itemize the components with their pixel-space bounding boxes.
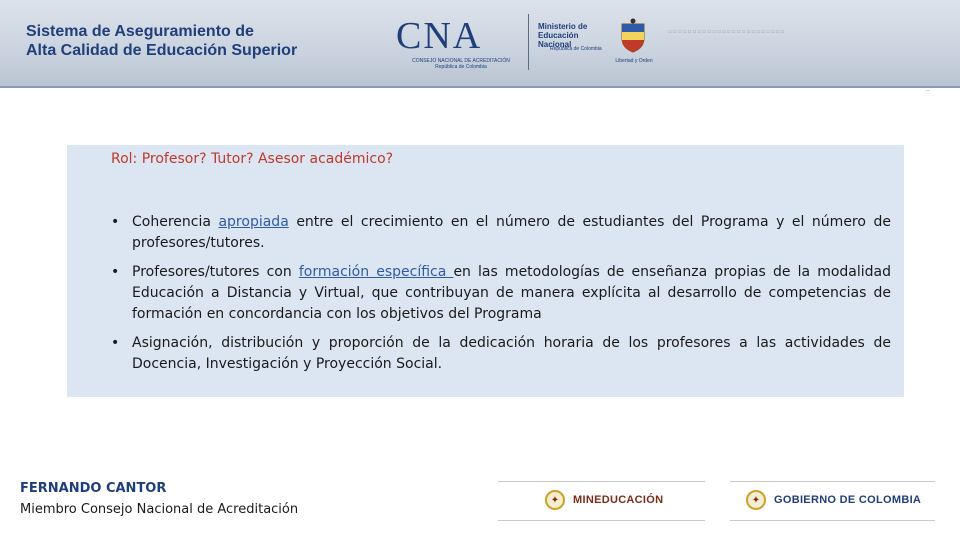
- ministry-name: [538, 22, 614, 49]
- footer-rule-bottom-left: [498, 520, 705, 521]
- system-title-line1: Sistema de Aseguramiento de: [26, 23, 254, 40]
- colombia-crest-icon: [618, 18, 648, 54]
- ministry-country: República de Colombia: [550, 46, 602, 52]
- mineducacion-text: MINEDUCACIÓN: [573, 494, 664, 506]
- bullet-text-post: en las metodologías de enseñanza propias de la modalidad Educación a Distancia y Virtual, que contribuyan de manera explícita al desarrollo de competencias de formación en concordancia con los objetivos del Programa: [132, 264, 891, 322]
- header-decoration: ▫▫▫▫▫▫▫▫▫▫▫▫▫▫▫▫▫▫▫▫▫▫▫▫: [668, 26, 786, 38]
- gobierno-logo: [746, 490, 921, 510]
- bullet-text-post: entre el crecimiento en el número de estudiantes del Programa y el número de profesores/tutores.: [132, 214, 891, 251]
- bullet-dot: •: [111, 214, 120, 230]
- system-title-line2: Alta Calidad de Educación Superior: [26, 42, 298, 59]
- gobierno-text: GOBIERNO DE COLOMBIA: [774, 494, 922, 506]
- bullet-list: [111, 212, 891, 375]
- bullet-text: Asignación, distribución y proporción de la dedicación horaria de los profesores a las actividades de Docencia, Investigación y Proyección Social.: [132, 335, 891, 372]
- cna-country: República de Colombia: [435, 64, 487, 70]
- mineducacion-logo: [545, 490, 663, 510]
- header-divider: [528, 14, 529, 70]
- cna-logo-block: [396, 15, 526, 70]
- bullet-item: [111, 262, 891, 325]
- ministry-line2: Educación Nacional: [538, 31, 579, 49]
- link-formacion-especifica[interactable]: formación específica: [298, 264, 454, 280]
- header-bottom-rule: [0, 86, 960, 88]
- footer-rule-top-left: [498, 481, 705, 482]
- presenter-role: Miembro Consejo Nacional de Acreditación: [20, 502, 299, 517]
- cna-logo: CNA: [396, 15, 483, 57]
- cna-subtitle: CONSEJO NACIONAL DE ACREDITACIÓN: [412, 58, 510, 64]
- footer-rule-top-right: [730, 481, 935, 482]
- crest-caption: Libertad y Orden: [615, 58, 653, 64]
- corner-mark: ..: [926, 86, 930, 93]
- bullet-dot: •: [111, 264, 120, 280]
- bullet-item: [111, 212, 891, 254]
- ministry-line1: Ministerio de: [538, 22, 588, 31]
- header-banner: [0, 0, 960, 88]
- footer-rule-bottom-right: [730, 520, 935, 521]
- link-apropiada[interactable]: apropiada: [218, 214, 289, 230]
- colombia-seal-icon: ✦: [746, 490, 766, 510]
- presenter-name: FERNANDO CANTOR: [20, 481, 167, 496]
- bullet-item: [111, 333, 891, 375]
- bullet-text-pre: Profesores/tutores con: [132, 264, 299, 280]
- bullet-dot: •: [111, 335, 120, 351]
- role-question: Rol: Profesor? Tutor? Asesor académico?: [111, 151, 394, 167]
- system-title: [26, 22, 297, 60]
- colombia-seal-icon: ✦: [545, 490, 565, 510]
- bullet-text-pre: Coherencia: [132, 214, 219, 230]
